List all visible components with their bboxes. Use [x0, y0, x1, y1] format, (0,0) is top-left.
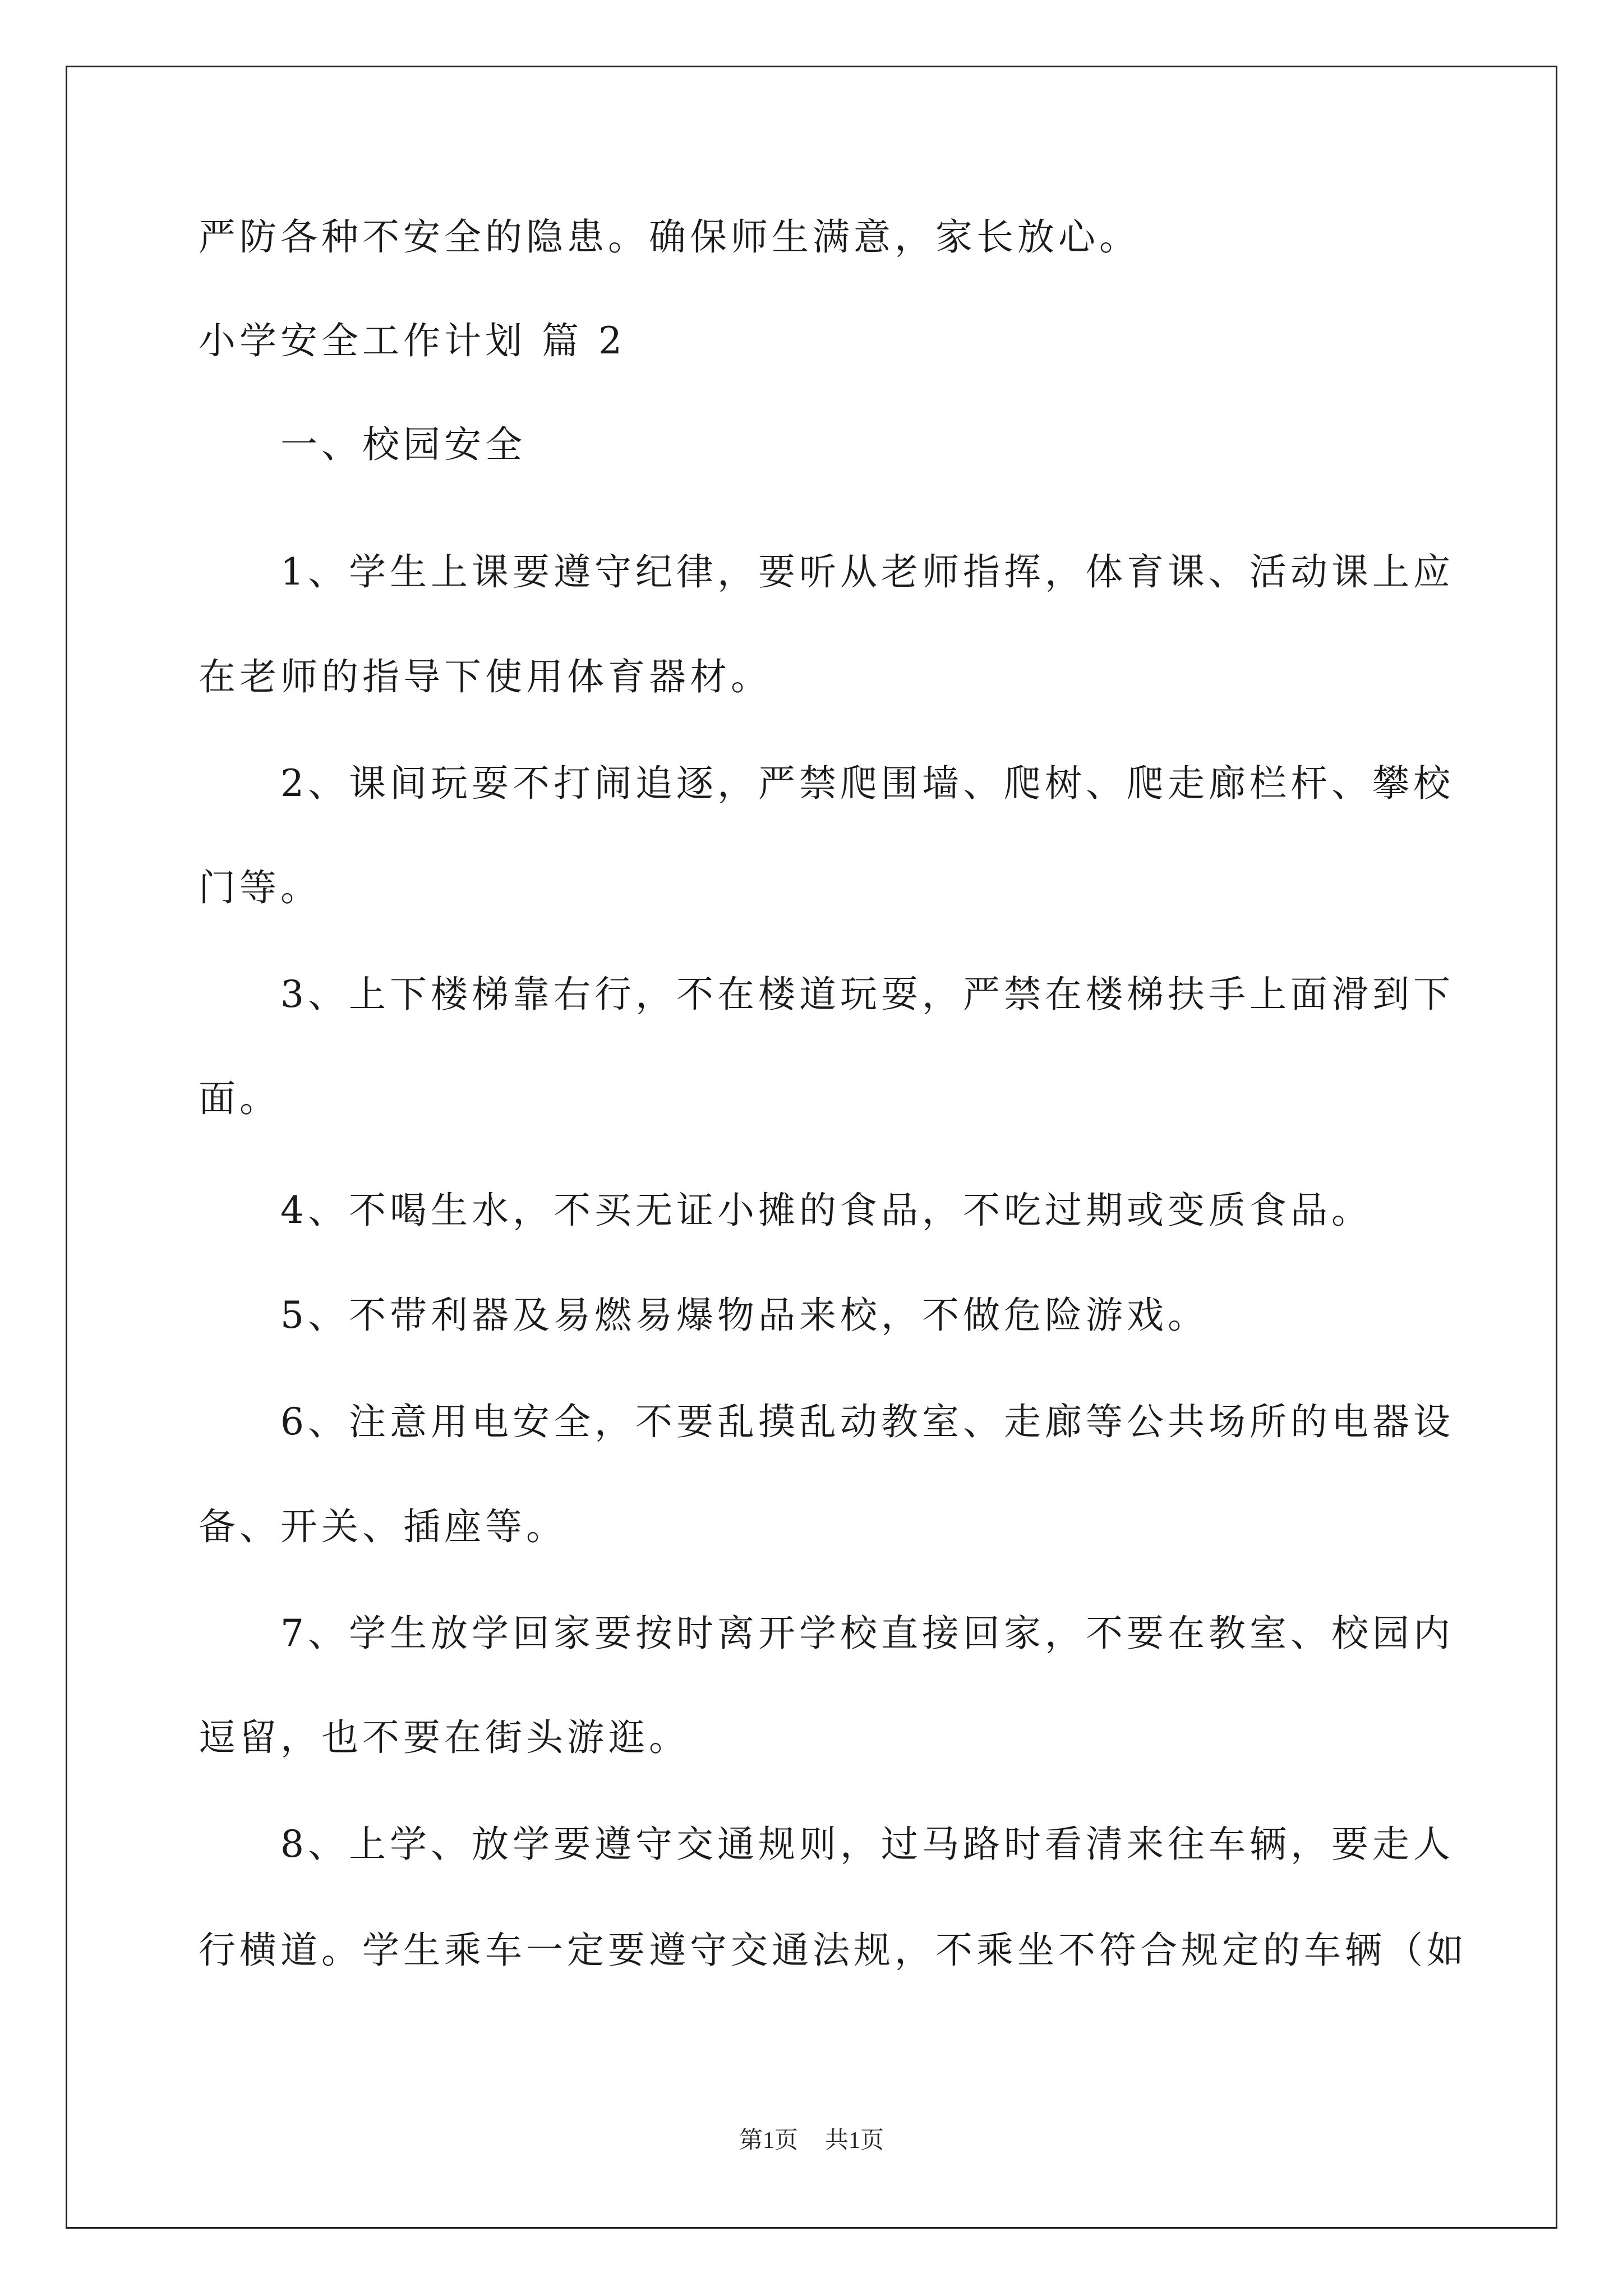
section-heading: 小学安全工作计划 篇 2: [199, 319, 626, 362]
body-text-line: 8、上学、放学要遵守交通规则，过马路时看清来往车辆，要走人: [280, 1823, 1454, 1866]
body-text-line: 备、开关、插座等。: [199, 1505, 567, 1548]
page-number: 第1页: [739, 2128, 798, 2154]
body-text-line: 面。: [199, 1077, 280, 1120]
body-text-line: 6、注意用电安全，不要乱摸乱动教室、走廊等公共场所的电器设: [280, 1400, 1454, 1443]
page-footer: [0, 2125, 1623, 2156]
body-text-line: 逗留，也不要在街头游逛。: [199, 1716, 690, 1759]
body-text-line: 2、课间玩耍不打闹追逐，严禁爬围墙、爬树、爬走廊栏杆、攀校: [280, 762, 1454, 805]
page-border: [66, 66, 1557, 2229]
body-text-line: 4、不喝生水，不买无证小摊的食品，不吃过期或变质食品。: [280, 1189, 1372, 1232]
body-text-line: 严防各种不安全的隐患。确保师生满意，家长放心。: [199, 215, 1140, 259]
body-text-line: 门等。: [199, 866, 321, 909]
body-text-line: 7、学生放学回家要按时离开学校直接回家，不要在教室、校园内: [280, 1612, 1454, 1655]
body-text-line: 5、不带利器及易燃易爆物品来校，不做危险游戏。: [280, 1294, 1209, 1337]
subsection-heading: 一、校园安全: [280, 423, 526, 466]
body-text-line: 行横道。学生乘车一定要遵守交通法规，不乘坐不符合规定的车辆（如: [199, 1929, 1468, 1972]
page-total: 共1页: [825, 2128, 884, 2154]
body-text-line: 在老师的指导下使用体育器材。: [199, 655, 772, 698]
body-text-line: 3、上下楼梯靠右行，不在楼道玩耍，严禁在楼梯扶手上面滑到下: [280, 973, 1454, 1016]
body-text-line: 1、学生上课要遵守纪律，要听从老师指挥，体育课、活动课上应: [280, 550, 1454, 593]
